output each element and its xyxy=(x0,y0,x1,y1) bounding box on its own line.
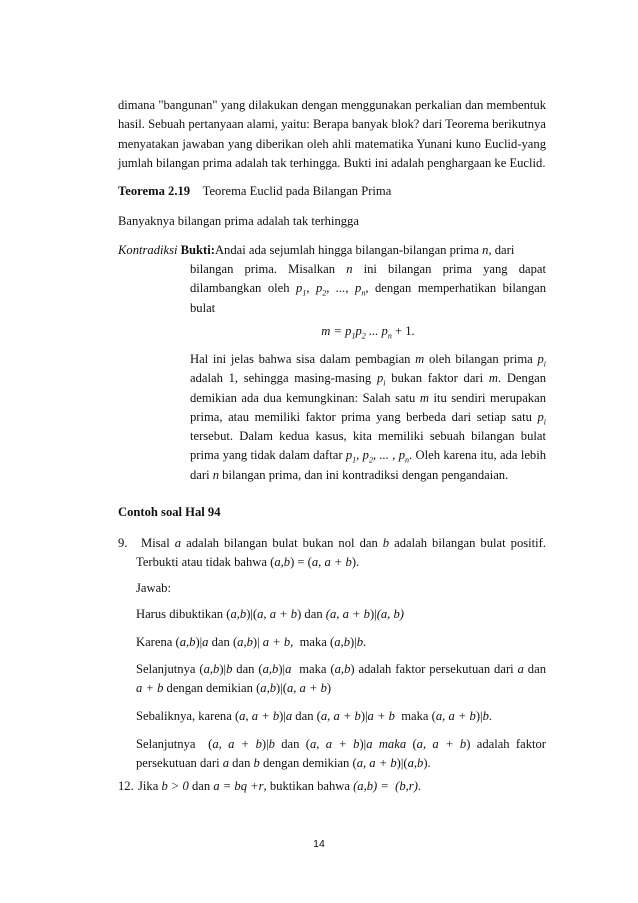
page-number: 14 xyxy=(313,838,325,850)
proof-text-b: , dari xyxy=(488,243,515,257)
example-heading: Contoh soal Hal 94 xyxy=(118,505,221,519)
answer-line-1: Harus dibuktikan (a,b)|(a, a + b) dan (a, a + b)|(a, b) xyxy=(136,607,404,621)
answer-line-3: Selanjutnya (a,b)|b dan (a,b)|a maka (a,b) adalah faktor persekutuan dari a dan a + b dengan demikian (a,b)|(a, a + b) xyxy=(136,662,546,696)
answer-line-2: Karena (a,b)|a dan (a,b)| a + b, maka (a,b)|b. xyxy=(136,635,367,649)
answer-label: Jawab: xyxy=(136,581,171,595)
question-9-number: 9. xyxy=(118,536,128,550)
proof-cont-c: , dengan memperhatikan bilangan bulat xyxy=(190,281,547,315)
proof-cont-a: bilangan prima. Misalkan xyxy=(190,262,336,276)
question-12-text: Jika b > 0 dan a = bq +r, buktikan bahwa (a,b) = (b,r). xyxy=(138,779,422,793)
proof-label: Bukti: xyxy=(180,243,215,257)
question-9-text: Misal a adalah bilangan bulat bukan nol dan b adalah bilangan bulat positif. Terbukti atau tidak bahwa (a,b) = (a, a + b). xyxy=(136,536,546,570)
answer-line-5: Selanjutnya (a, a + b)|b dan (a, a + b)|a maka (a, a + b) adalah faktor persekutuan dari a dan b dengan demikian (a, a + b)|(a,b). xyxy=(136,737,546,771)
proof-formula: $m = p_1p_2$ ... $p_n + 1$. xyxy=(321,324,415,341)
proof-plist: $p_1$, $p_2$, ..., $p_n$ xyxy=(296,281,366,298)
answer-line-4: Sebaliknya, karena (a, a + b)|a dan (a, a + b)|a + b maka (a, a + b)|b. xyxy=(136,709,493,723)
question-12 xyxy=(118,777,546,796)
theorem-label: Teorema 2.19 xyxy=(118,184,191,198)
question-12-number: 12. xyxy=(118,779,134,793)
theorem-title: Teorema Euclid pada Bilangan Prima xyxy=(202,184,392,198)
proof-continuation xyxy=(190,260,546,318)
proof-first-line xyxy=(118,241,546,260)
proof-text-a: Andai ada sejumlah hingga bilangan-bilangan prima xyxy=(214,243,479,257)
proof-paragraph-2: Hal ini jelas bahwa sisa dalam pembagian m oleh bilangan prima $p_i$ adalah 1, sehingga masing-masing $p_i$ bukan faktor dari m. Dengan demikian ada dua kemungkinan: Salah satu m itu sendiri merupakan prima, atau memiliki faktor prima yang berbeda dari setiap satu $p_i$ tersebut. Dalam kedua kasus, kita memiliki sebuah bilangan bulat prima yang tidak dalam daftar $p_1$, $p_2$, ... , $p_n$. Oleh karena itu, ada lebih dari n bilangan prima, dan ini kontradiksi dengan pengandaian. xyxy=(190,352,547,482)
intro-paragraph: dimana "bangunan" yang dilakukan dengan menggunakan perkalian dan membentuk hasil. Sebuah pertanyaan alami, yaitu: Berapa banyak blok? dari Teorema berikutnya menyatakan jawaban yang diberikan oleh ahli matematika Yunani kuno Euclid-yang jumlah bilangan prima adalah tak terhingga. Bukti ini adalah penghargaan ke Euclid. xyxy=(118,98,546,170)
theorem-statement: Banyaknya bilangan prima adalah tak terhingga xyxy=(118,214,359,228)
theorem-heading xyxy=(118,182,546,201)
proof-method: Kontradiksi xyxy=(118,243,178,257)
proof-n: n xyxy=(482,243,489,257)
proof-cont-b: ini bilangan prima yang dapat dilambangkan oleh xyxy=(190,262,546,296)
proof-n-2: n xyxy=(346,262,353,276)
question-9 xyxy=(118,534,546,573)
